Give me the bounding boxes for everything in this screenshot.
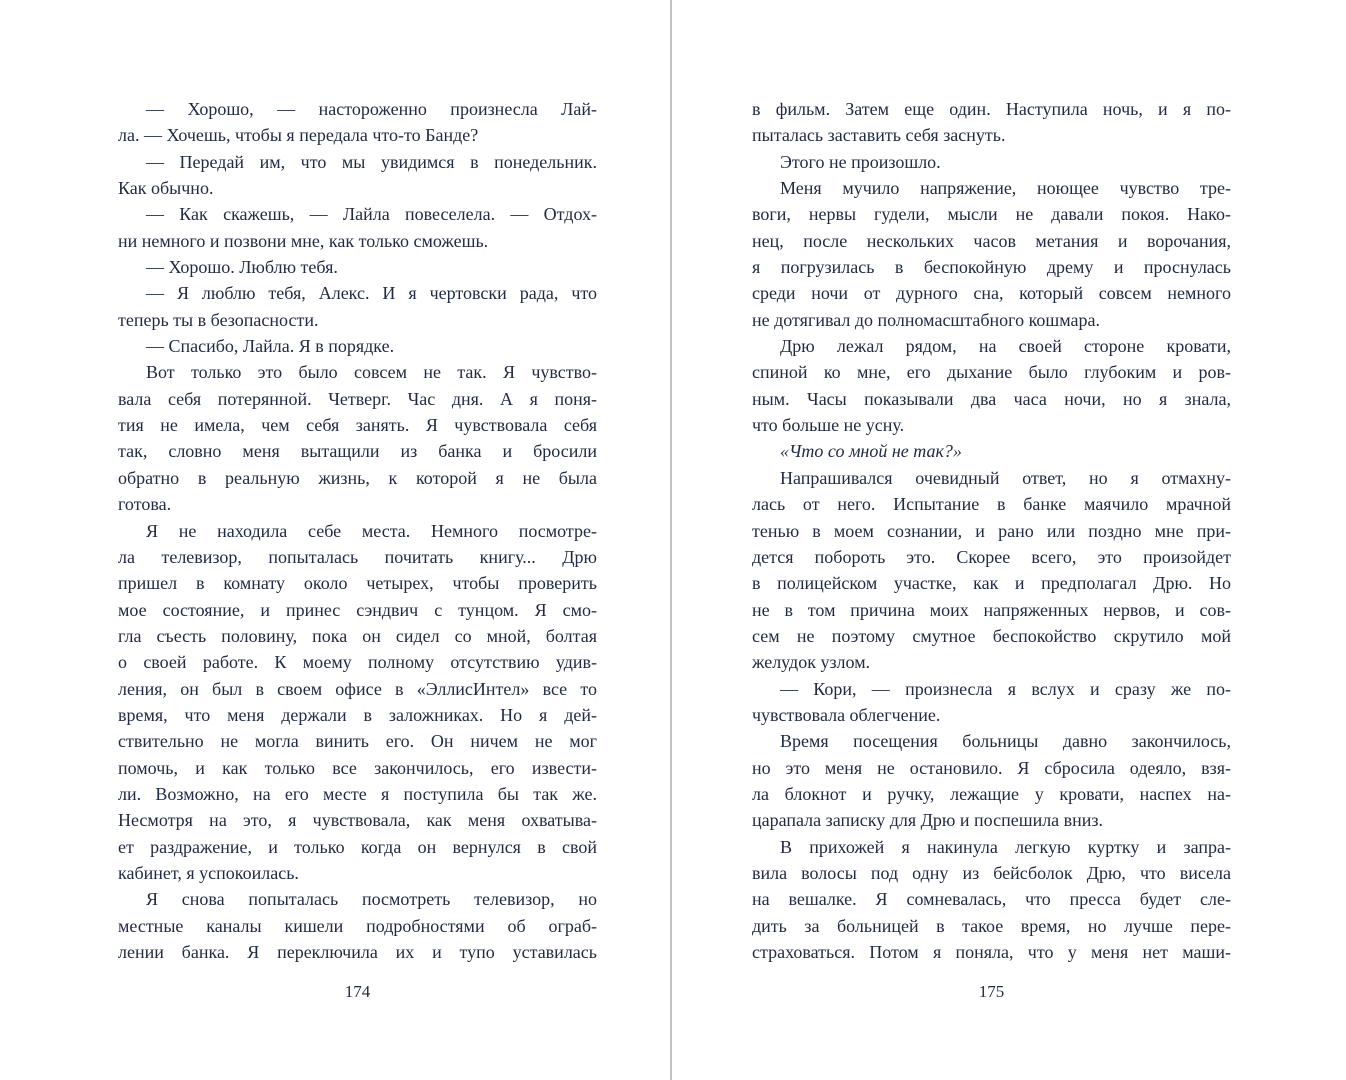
text-line: ления, он был в своем офисе в «ЭллисИнтел» все то [118, 678, 597, 699]
text-line: Дрю лежал рядом, на своей стороне кровати, [780, 336, 1231, 357]
text-line: вала себя потерянной. Четверг. Час дня. А я поня- [118, 388, 597, 409]
text-line: Я снова попыталась посмотреть телевизор, но [146, 889, 597, 910]
text-line: пришел в комнату около четырех, чтобы проверить [118, 573, 597, 594]
text-line: Этого не произошло. [780, 151, 941, 172]
text-line: Меня мучило напряжение, ноющее чувство тре- [780, 178, 1231, 199]
text-line: в полицейском участке, как и предполагал Дрю. Но [752, 573, 1231, 594]
text-line: ет раздражение, и только когда он вернулся в свой [118, 836, 597, 857]
text-line: гла съесть половину, пока он сидел со мной, болтая [118, 625, 597, 646]
text-line: спиной ко мне, его дыхание было глубоким и ров- [752, 362, 1231, 383]
text-line: воги, нервы гудели, мысли не давали покоя. Нако- [752, 204, 1231, 225]
page-right-text [752, 96, 1231, 965]
text-line: ным. Часы показывали два часа ночи, но я знала, [752, 388, 1231, 409]
text-line: Как обычно. [118, 178, 214, 199]
text-line: — Передай им, что мы увидимся в понедельник. [146, 151, 597, 172]
text-line: теперь ты в безопасности. [118, 309, 319, 330]
text-line: нец, после нескольких часов метания и ворочания, [752, 230, 1231, 251]
text-line: тия не имела, чем себя занять. Я чувствовала себя [118, 415, 597, 436]
text-line: — Хорошо, — настороженно произнесла Лай- [146, 99, 597, 119]
text-line: кабинет, я успокоилась. [118, 862, 299, 883]
text-line: — Спасибо, Лайла. Я в порядке. [146, 336, 395, 357]
text-line: сем не поэтому смутное беспокойство скрутило мой [752, 625, 1231, 646]
text-line: чувствовала облегчение. [752, 704, 941, 725]
text-line: тенью в моем сознании, и рано или поздно мне при- [752, 520, 1231, 541]
text-line: лась от него. Испытание в банке маячило мрачной [752, 494, 1231, 515]
text-line: в фильм. Затем еще один. Наступила ночь, и я по- [752, 99, 1231, 119]
text-line: — Хорошо. Люблю тебя. [146, 257, 338, 278]
text-line: я погрузилась в беспокойную дрему и проснулась [752, 257, 1231, 278]
text-line: так, словно меня вытащили из банка и бросили [118, 441, 597, 462]
page-left-text [118, 96, 597, 965]
text-line: готова. [118, 494, 172, 515]
text-line: ни немного и позвони мне, как только сможешь. [118, 230, 489, 251]
text-line: — Как скажешь, — Лайла повеселела. — Отдох- [146, 204, 597, 225]
text-line: не в том причина моих напряженных нервов, и сов- [752, 599, 1231, 620]
text-line: лении банка. Я переключила их и тупо уставилась [118, 942, 597, 962]
text-line: Несмотря на это, я чувствовала, как меня охватыва- [118, 810, 597, 831]
text-line: на вешалке. Я сомневалась, что пресса будет сле- [752, 889, 1231, 910]
text-line: — Кори, — произнесла я вслух и сразу же по- [780, 678, 1231, 699]
text-line: не дотягивал до полномасштабного кошмара. [752, 309, 1101, 330]
text-line: ла телевизор, попыталась почитать книгу... Дрю [118, 546, 597, 567]
page-number-left: 174 [344, 982, 371, 1001]
page-divider [670, 0, 672, 1080]
text-line: ствительно не могла винить его. Он ничем не мог [118, 731, 597, 752]
text-line: Я не находила себе места. Немного посмотре- [146, 520, 597, 541]
text-line: Время посещения больницы давно закончилось, [780, 731, 1231, 752]
text-line: обратно в реальную жизнь, к которой я не была [118, 467, 597, 488]
text-line: ла блокнот и ручку, лежащие у кровати, наспех на- [752, 783, 1231, 804]
text-line: что больше не усну. [752, 415, 905, 436]
text-line: о своей работе. К моему полному отсутствию удив- [118, 652, 597, 673]
text-line: вила волосы под одну из бейсболок Дрю, что висела [752, 862, 1231, 883]
text-line: желудок узлом. [752, 652, 871, 673]
text-line: помочь, и как только все закончилось, его извести- [118, 757, 597, 778]
text-line: мое состояние, и принес сэндвич с тунцом. Я смо- [118, 599, 597, 620]
text-line: «Что со мной не так?» [780, 441, 962, 462]
text-line: дить за больницей в такое время, но лучше пере- [752, 915, 1231, 936]
text-line: местные каналы кишели подробностями об ограб- [118, 915, 597, 936]
text-line: дется побороть это. Скорее всего, это произойдет [752, 546, 1231, 567]
text-line: страховаться. Потом я поняла, что у меня нет маши- [752, 942, 1231, 962]
text-line: пыталась заставить себя заснуть. [752, 125, 1006, 146]
text-line: ли. Возможно, на его месте я поступила бы так же. [118, 783, 597, 804]
text-line: В прихожей я накинула легкую куртку и запра- [780, 836, 1231, 857]
text-line: Напрашивался очевидный ответ, но я отмахну- [780, 467, 1231, 488]
text-line: — Я люблю тебя, Алекс. И я чертовски рада, что [146, 283, 597, 304]
text-line: царапала записку для Дрю и поспешила вниз. [752, 810, 1104, 831]
text-line: Вот только это было совсем не так. Я чувство- [146, 362, 597, 383]
text-line: время, что меня держали в заложниках. Но я дей- [118, 704, 597, 725]
text-line: но это меня не остановило. Я сбросила одеяло, взя- [752, 757, 1231, 778]
page-number-right: 175 [978, 982, 1005, 1001]
text-line: среди ночи от дурного сна, который совсем немного [752, 283, 1231, 304]
text-line: ла. — Хочешь, чтобы я передала что-то Банде? [118, 125, 479, 146]
